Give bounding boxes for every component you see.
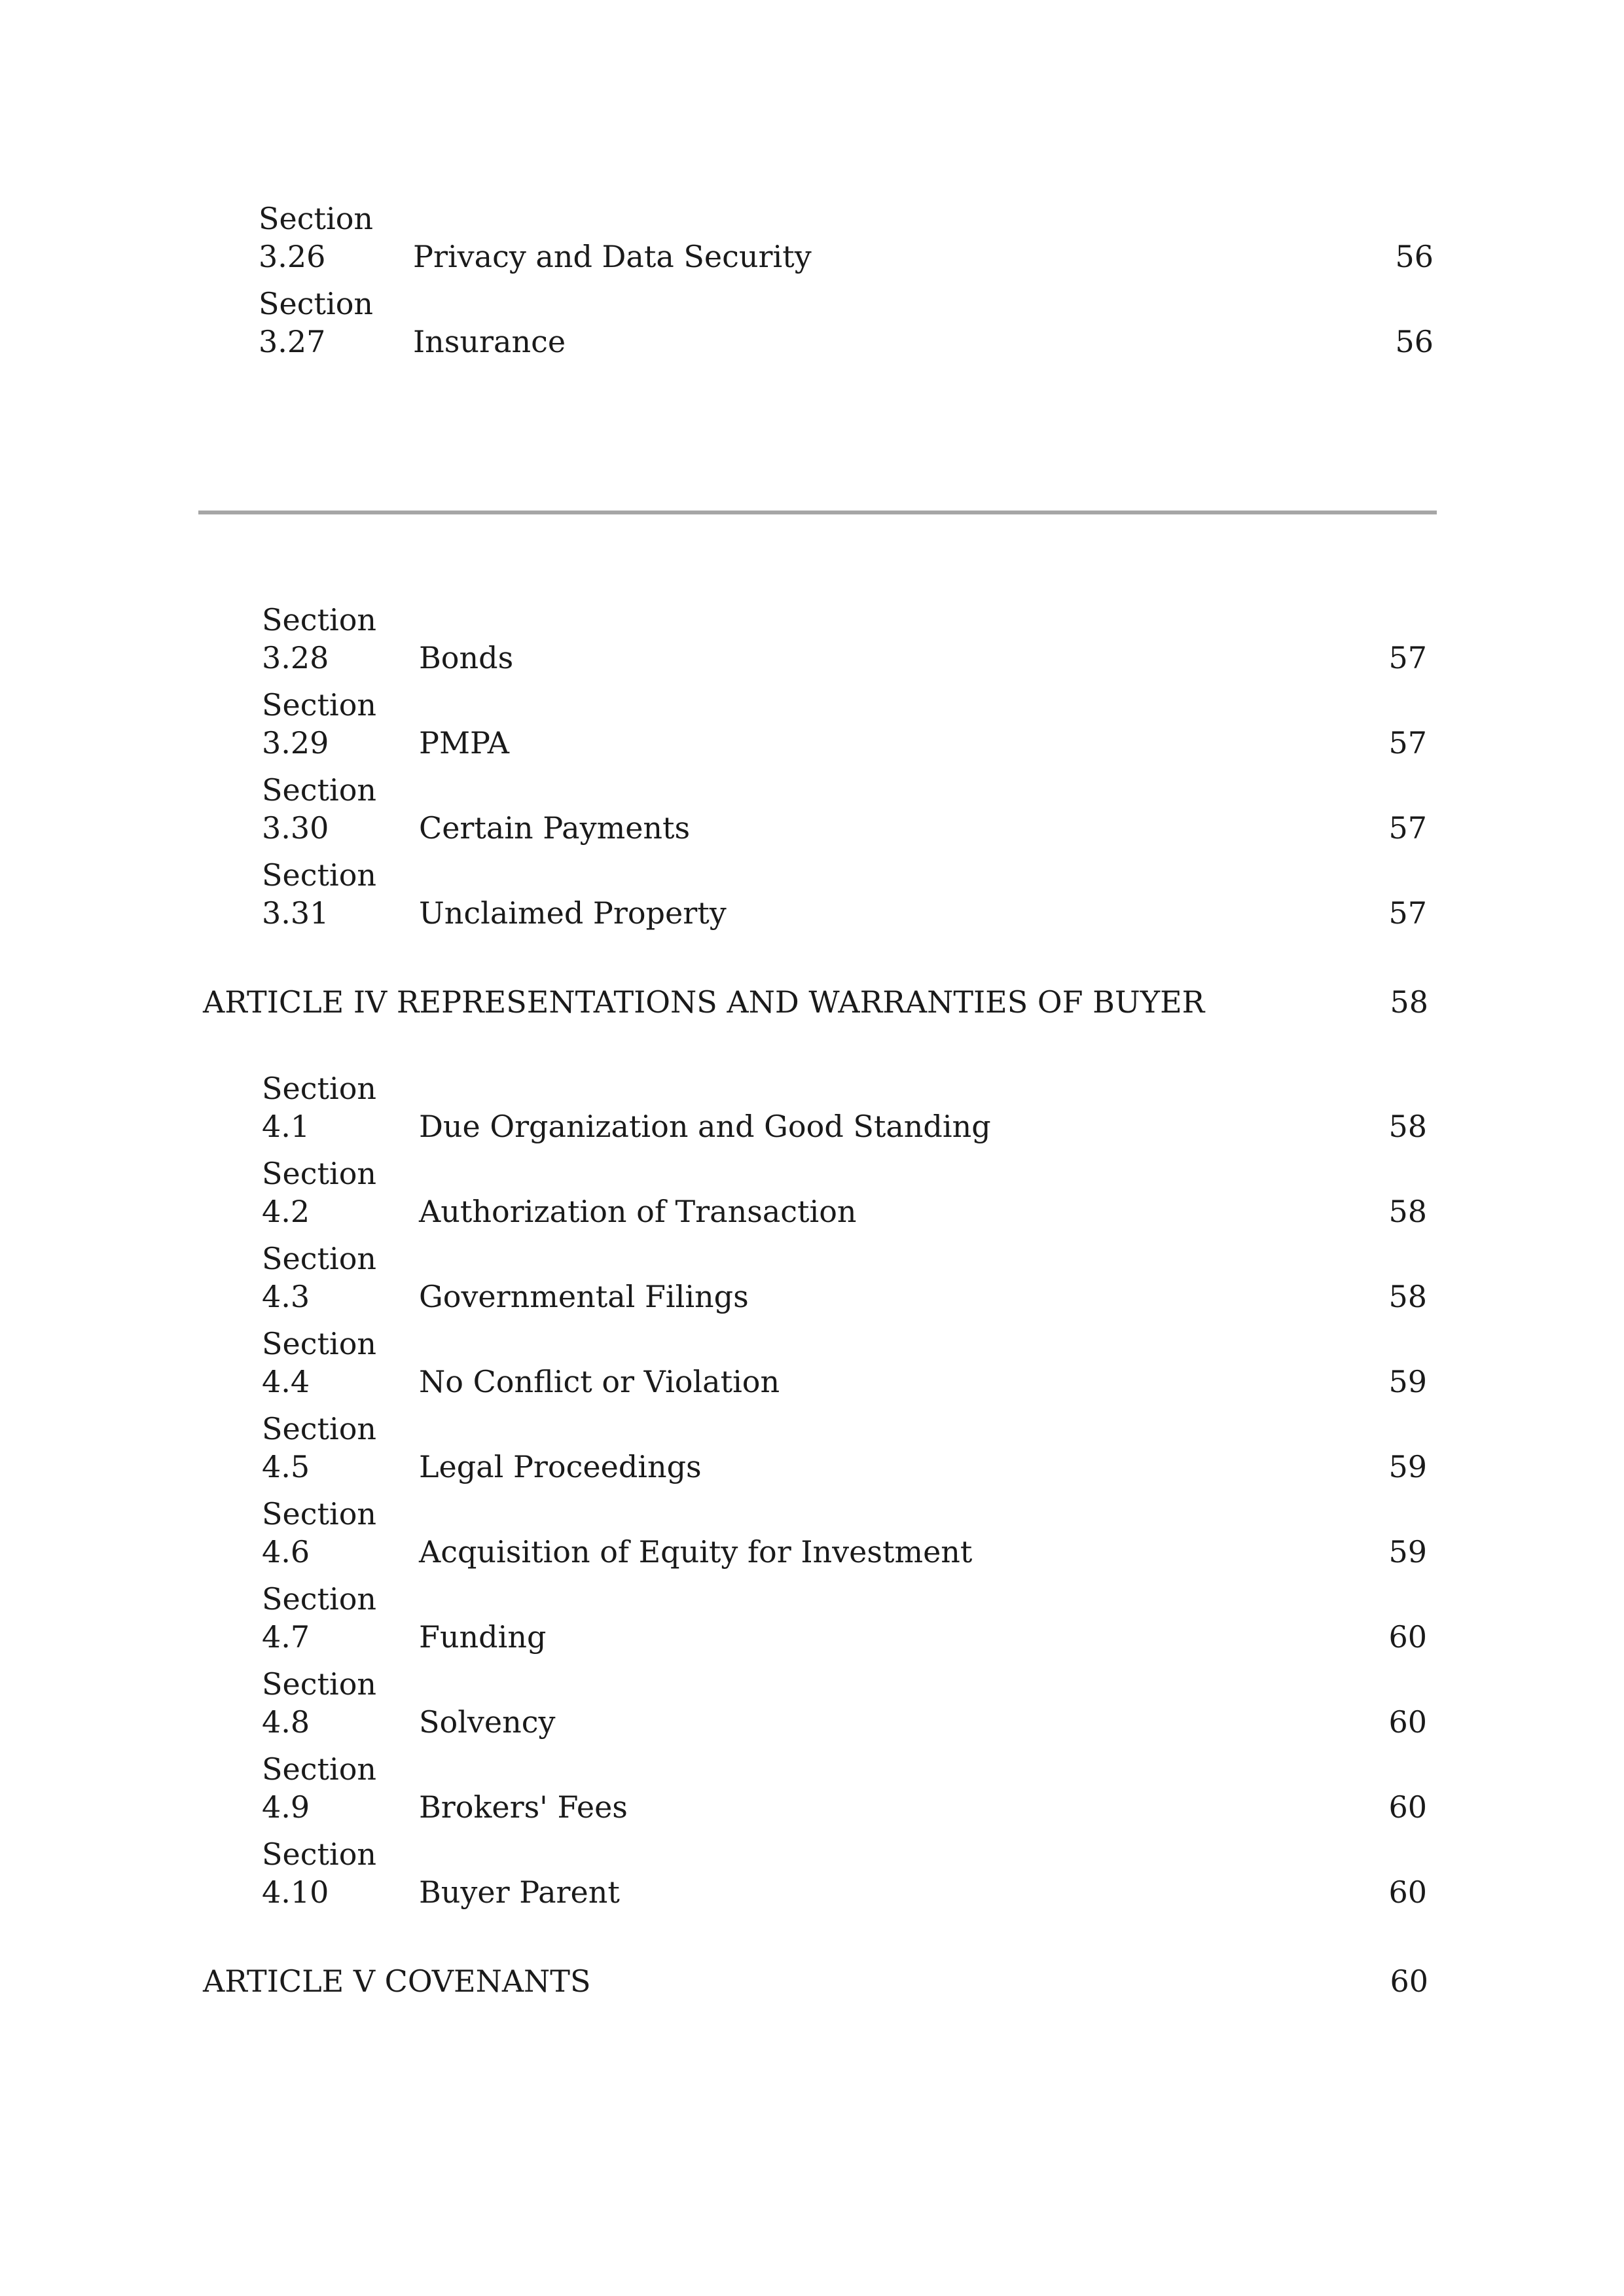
page-number: 57 bbox=[1388, 895, 1427, 931]
toc-entry-4-7[interactable] bbox=[262, 1580, 1427, 1656]
page-number: 58 bbox=[1388, 1194, 1427, 1229]
page-number: 60 bbox=[1388, 1619, 1427, 1655]
section-number: 3.27 bbox=[259, 324, 326, 359]
section-number: 4.6 bbox=[262, 1534, 310, 1570]
toc-entry-4-1[interactable] bbox=[262, 1069, 1427, 1145]
section-number: 3.26 bbox=[259, 239, 326, 274]
section-title: Legal Proceedings bbox=[419, 1449, 702, 1484]
section-word: Section bbox=[262, 857, 377, 893]
page-number: 60 bbox=[1390, 1964, 1428, 1999]
toc-article-v[interactable] bbox=[203, 1962, 1428, 2000]
section-number: 4.7 bbox=[262, 1619, 310, 1655]
section-number: 4.5 bbox=[262, 1449, 310, 1484]
page-number: 56 bbox=[1395, 324, 1434, 359]
page-number: 59 bbox=[1388, 1534, 1427, 1570]
section-number: 3.28 bbox=[262, 640, 329, 675]
article-title: ARTICLE V COVENANTS bbox=[203, 1964, 591, 1999]
section-word: Section bbox=[262, 772, 377, 808]
section-title: Unclaimed Property bbox=[419, 895, 727, 931]
page-number: 57 bbox=[1388, 725, 1427, 761]
section-number: 4.3 bbox=[262, 1279, 310, 1314]
section-title: Governmental Filings bbox=[419, 1279, 749, 1314]
section-word: Section bbox=[262, 1326, 377, 1361]
toc-entry-4-9[interactable] bbox=[262, 1750, 1427, 1826]
toc-entry-3-30[interactable] bbox=[262, 771, 1427, 847]
section-word: Section bbox=[262, 1241, 377, 1276]
section-title: Buyer Parent bbox=[419, 1874, 620, 1910]
toc-entry-3-27[interactable] bbox=[259, 285, 1434, 361]
section-title: Brokers' Fees bbox=[419, 1789, 628, 1825]
section-word: Section bbox=[262, 1751, 377, 1787]
section-word: Section bbox=[262, 1071, 377, 1106]
toc-entry-4-4[interactable] bbox=[262, 1325, 1427, 1401]
section-word: Section bbox=[262, 1411, 377, 1446]
toc-entry-4-6[interactable] bbox=[262, 1495, 1427, 1571]
section-word: Section bbox=[262, 1581, 377, 1617]
section-title: Privacy and Data Security bbox=[413, 239, 812, 274]
toc-entry-3-26[interactable] bbox=[259, 200, 1434, 276]
section-word: Section bbox=[262, 1156, 377, 1191]
section-title: Authorization of Transaction bbox=[419, 1194, 857, 1229]
section-title: PMPA bbox=[419, 725, 509, 761]
section-number: 4.9 bbox=[262, 1789, 310, 1825]
section-word: Section bbox=[262, 1496, 377, 1532]
page-number: 60 bbox=[1388, 1789, 1427, 1825]
toc-entry-4-8[interactable] bbox=[262, 1665, 1427, 1741]
section-number: 4.10 bbox=[262, 1874, 329, 1910]
section-word: Section bbox=[262, 1837, 377, 1872]
toc-entry-3-29[interactable] bbox=[262, 686, 1427, 762]
page-number: 59 bbox=[1388, 1364, 1427, 1399]
section-title: Due Organization and Good Standing bbox=[419, 1109, 991, 1144]
section-number: 3.31 bbox=[262, 895, 329, 931]
section-number: 4.2 bbox=[262, 1194, 310, 1229]
page-number: 58 bbox=[1388, 1279, 1427, 1314]
section-title: No Conflict or Violation bbox=[419, 1364, 780, 1399]
page-number: 57 bbox=[1388, 640, 1427, 675]
section-number: 4.4 bbox=[262, 1364, 310, 1399]
section-title: Insurance bbox=[413, 324, 566, 359]
section-number: 3.29 bbox=[262, 725, 329, 761]
toc-article-iv[interactable] bbox=[203, 983, 1428, 1021]
section-word: Section bbox=[262, 687, 377, 723]
toc-entry-4-10[interactable] bbox=[262, 1835, 1427, 1911]
section-word: Section bbox=[259, 201, 374, 236]
section-title: Acquisition of Equity for Investment bbox=[419, 1534, 973, 1570]
section-title: Solvency bbox=[419, 1704, 556, 1740]
section-number: 4.1 bbox=[262, 1109, 310, 1144]
section-word: Section bbox=[262, 602, 377, 637]
section-word: Section bbox=[259, 286, 374, 321]
section-title: Bonds bbox=[419, 640, 514, 675]
page-number: 59 bbox=[1388, 1449, 1427, 1484]
section-title: Funding bbox=[419, 1619, 547, 1655]
page-number: 56 bbox=[1395, 239, 1434, 274]
page-number: 57 bbox=[1388, 810, 1427, 846]
toc-entry-3-28[interactable] bbox=[262, 601, 1427, 677]
section-number: 4.8 bbox=[262, 1704, 310, 1740]
section-title: Certain Payments bbox=[419, 810, 691, 846]
section-number: 3.30 bbox=[262, 810, 329, 846]
toc-entry-4-3[interactable] bbox=[262, 1240, 1427, 1316]
page-number: 60 bbox=[1388, 1874, 1427, 1910]
toc-entry-4-5[interactable] bbox=[262, 1410, 1427, 1486]
page-number: 58 bbox=[1390, 984, 1428, 1020]
page-number: 60 bbox=[1388, 1704, 1427, 1740]
page-number: 58 bbox=[1388, 1109, 1427, 1144]
toc-entry-4-2[interactable] bbox=[262, 1155, 1427, 1230]
page-divider bbox=[198, 511, 1437, 514]
toc-entry-3-31[interactable] bbox=[262, 856, 1427, 932]
article-title: ARTICLE IV REPRESENTATIONS AND WARRANTIES OF BUYER bbox=[203, 984, 1205, 1020]
section-word: Section bbox=[262, 1666, 377, 1702]
